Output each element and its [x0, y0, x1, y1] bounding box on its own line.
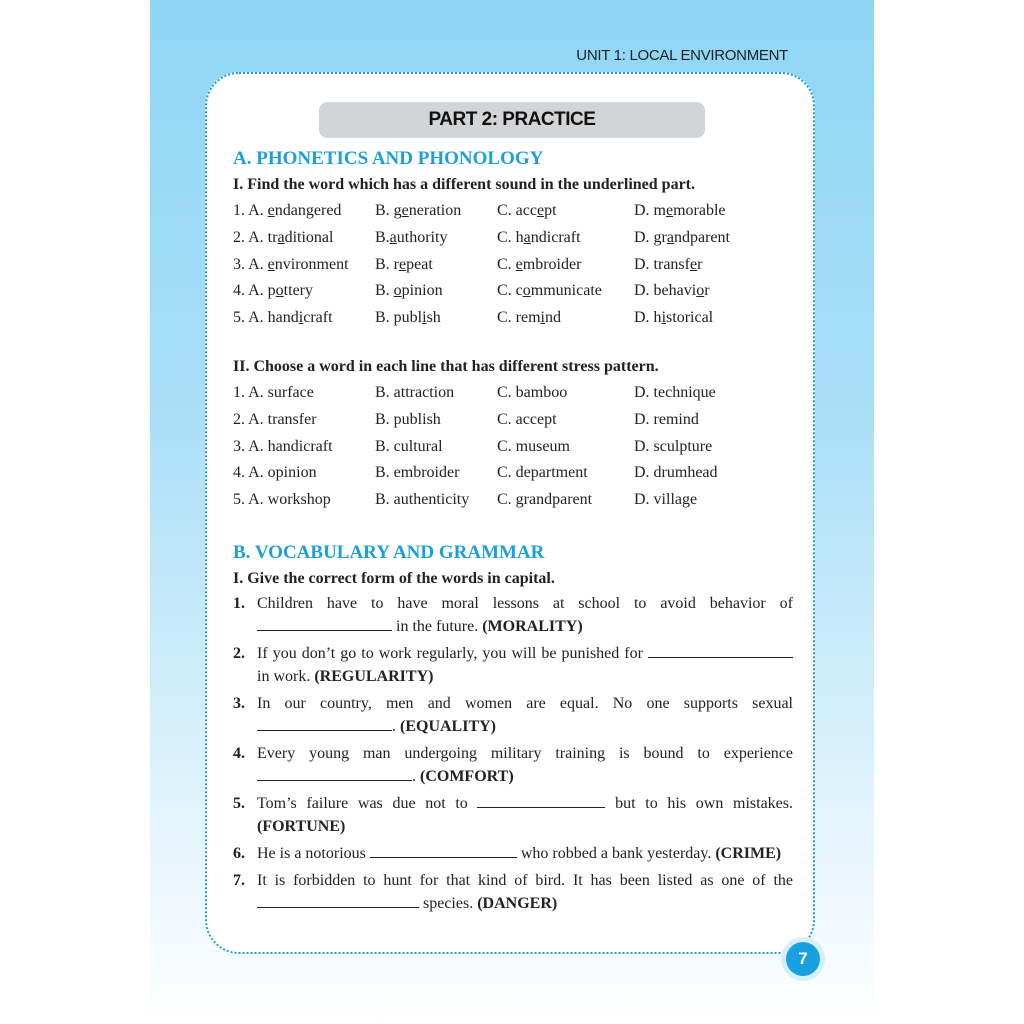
- question-row: [233, 460, 793, 487]
- option: 4. A. opinion: [233, 464, 317, 482]
- option: [497, 198, 634, 225]
- section-b-title: B. VOCABULARY AND GRAMMAR: [233, 541, 545, 563]
- option-prefix: D. h: [634, 309, 662, 327]
- underlined-part: a: [666, 228, 674, 246]
- exercise-a2: [233, 380, 793, 514]
- option-prefix: C. h: [497, 228, 524, 246]
- text-before: If you don’t go to work regularly, you will be punished for: [257, 644, 648, 662]
- option-prefix: B. publ: [375, 309, 423, 327]
- underlined-part: e: [267, 202, 275, 219]
- option: [375, 198, 497, 225]
- unit-header: UNIT 1: LOCAL ENVIRONMENT: [576, 47, 788, 64]
- option-prefix: D. behavi: [634, 282, 697, 300]
- option: B. attraction: [375, 383, 455, 401]
- option: B. cultural: [375, 437, 443, 455]
- option-suffix: pinion: [401, 282, 443, 300]
- option-suffix: sh: [426, 309, 441, 327]
- option-prefix: 3. A.: [233, 255, 268, 273]
- question-number: 2.: [233, 644, 245, 662]
- text-after: but to his own mistakes.: [605, 794, 793, 812]
- underlined-part: o: [696, 282, 705, 300]
- option-prefix: 4. A. p: [233, 282, 276, 300]
- option: [497, 252, 634, 279]
- underlined-part: o: [275, 282, 284, 300]
- capital-word: (CRIME): [715, 844, 782, 862]
- capital-word: (DANGER): [477, 894, 558, 912]
- option: 5. A. workshop: [233, 491, 331, 509]
- option-suffix: nvironment: [274, 255, 349, 273]
- option-suffix: neration: [408, 202, 462, 219]
- question-number: 1.: [233, 594, 245, 612]
- option: [233, 278, 375, 305]
- option: B. authenticity: [375, 491, 470, 509]
- option: D. village: [634, 491, 698, 509]
- option-suffix: ttery: [283, 282, 313, 300]
- option-suffix: nd: [545, 309, 561, 327]
- text-after: in the future.: [392, 617, 483, 635]
- question-text: [257, 869, 793, 915]
- option: C. grandparent: [497, 491, 593, 509]
- capital-word: (COMFORT): [420, 767, 514, 785]
- question-text: [257, 592, 793, 638]
- text-before: Every young man undergoing military training is bound to experience: [257, 744, 793, 762]
- text-after: .: [392, 717, 400, 735]
- option-suffix: morable: [673, 202, 726, 219]
- underlined-part: e: [666, 202, 674, 219]
- question-row: [233, 380, 793, 407]
- capital-word: (MORALITY): [482, 617, 583, 635]
- option: D. technique: [634, 383, 716, 401]
- underlined-part: a: [523, 228, 531, 246]
- option-prefix: B.: [375, 228, 390, 246]
- question-text: [257, 842, 793, 865]
- answer-blank[interactable]: [648, 643, 793, 658]
- question-number: 5.: [233, 794, 245, 812]
- exercise-b1-instruction: I. Give the correct form of the words in capital.: [233, 569, 555, 587]
- option: 1. A. surface: [233, 383, 314, 401]
- question-item: [233, 642, 793, 688]
- underlined-part: e: [536, 202, 545, 219]
- question-row: [233, 434, 793, 461]
- question-item: [233, 792, 793, 838]
- part-title: PART 2: PRACTICE: [319, 102, 705, 138]
- option: [634, 225, 784, 252]
- option: [375, 305, 497, 332]
- text-after: .: [412, 767, 420, 785]
- option-prefix: D. m: [634, 202, 666, 219]
- question-row: [233, 487, 793, 514]
- option: D. drumhead: [634, 464, 718, 482]
- option-prefix: B. r: [375, 255, 399, 273]
- text-after: in work.: [257, 667, 315, 685]
- option: [375, 278, 497, 305]
- option-prefix: 2. A. tr: [233, 228, 278, 246]
- text-before: Children have to have moral lessons at school to avoid behavior of: [257, 594, 793, 612]
- section-a-title: A. PHONETICS AND PHONOLOGY: [233, 148, 544, 169]
- underlined-part: e: [689, 255, 698, 273]
- text-before: It is forbidden to hunt for that kind of bird. It has been listed as one of the: [257, 871, 793, 889]
- question-row: [233, 305, 793, 332]
- option: [634, 198, 784, 225]
- option: [634, 278, 784, 305]
- question-number: 7.: [233, 871, 245, 889]
- underlined-part: o: [522, 282, 531, 300]
- page-number: 7: [786, 942, 820, 976]
- option: [233, 305, 375, 332]
- option: B. publish: [375, 410, 441, 428]
- option-suffix: mmunicate: [530, 282, 602, 300]
- underlined-part: e: [515, 255, 523, 273]
- option-suffix: mbroider: [522, 255, 582, 273]
- text-before: In our country, men and women are equal. No one supports sexual: [257, 694, 793, 712]
- underlined-part: i: [422, 309, 427, 327]
- option: [497, 225, 634, 252]
- option-suffix: pt: [544, 202, 557, 219]
- answer-blank[interactable]: [257, 716, 392, 731]
- option-prefix: B.: [375, 282, 394, 300]
- question-item: [233, 842, 793, 865]
- underlined-part: i: [540, 309, 545, 327]
- option: 3. A. handicraft: [233, 437, 333, 455]
- option-suffix: peat: [406, 255, 433, 273]
- option: C. bamboo: [497, 383, 568, 401]
- option: C. accept: [497, 410, 557, 428]
- answer-blank[interactable]: [370, 843, 517, 858]
- option: [634, 305, 784, 332]
- option-prefix: D. transf: [634, 255, 690, 273]
- answer-blank[interactable]: [257, 616, 392, 631]
- workbook-page: [150, 0, 874, 1024]
- question-item: [233, 592, 793, 638]
- capital-word: (EQUALITY): [400, 717, 497, 735]
- question-row: [233, 407, 793, 434]
- question-item: [233, 742, 793, 788]
- option-suffix: uthority: [396, 228, 448, 246]
- option-suffix: r: [697, 255, 703, 273]
- option: D. sculpture: [634, 437, 713, 455]
- answer-blank[interactable]: [477, 793, 605, 808]
- underlined-part: a: [277, 228, 285, 246]
- option: B. embroider: [375, 464, 460, 482]
- question-text: [257, 742, 793, 788]
- underlined-part: a: [389, 228, 397, 246]
- underlined-part: e: [267, 255, 275, 273]
- capital-word: (REGULARITY): [314, 667, 434, 685]
- exercise-a1-instruction: I. Find the word which has a different sound in the underlined part.: [233, 176, 695, 193]
- question-number: 3.: [233, 694, 245, 712]
- question-item: [233, 692, 793, 738]
- answer-blank[interactable]: [257, 766, 412, 781]
- option: C. department: [497, 464, 588, 482]
- option: [375, 225, 497, 252]
- underlined-part: o: [393, 282, 402, 300]
- question-number: 6.: [233, 844, 245, 862]
- option: [497, 278, 634, 305]
- underlined-part: i: [661, 309, 667, 327]
- question-number: 4.: [233, 744, 245, 762]
- option-suffix: storical: [666, 309, 714, 327]
- option: C. museum: [497, 437, 570, 455]
- exercise-a2-instruction: II. Choose a word in each line that has different stress pattern.: [233, 357, 659, 375]
- exercise-b1: [233, 592, 793, 915]
- question-row: [233, 198, 793, 225]
- option: [375, 252, 497, 279]
- exercise-a1: [233, 198, 793, 332]
- question-row: [233, 225, 793, 252]
- content: [233, 148, 793, 919]
- underlined-part: i: [298, 309, 304, 327]
- text-before: Tom’s failure was due not to: [257, 794, 478, 812]
- option: [233, 252, 375, 279]
- option-suffix: ditional: [284, 228, 334, 246]
- option-prefix: C. rem: [497, 309, 541, 327]
- text-after: species.: [419, 894, 478, 912]
- question-text: [257, 642, 793, 688]
- question-row: [233, 252, 793, 279]
- text-before: He is a notorious: [257, 844, 370, 862]
- option-prefix: C.: [497, 255, 516, 273]
- question-row: [233, 278, 793, 305]
- content-box: [205, 72, 815, 954]
- option: [634, 252, 784, 279]
- option-suffix: craft: [303, 309, 333, 327]
- option: [497, 305, 634, 332]
- option: D. remind: [634, 410, 699, 428]
- text-after: who robbed a bank yesterday.: [516, 844, 716, 862]
- underlined-part: e: [399, 255, 407, 273]
- question-text: [257, 692, 793, 738]
- option: [233, 198, 375, 225]
- option-prefix: 5. A. hand: [233, 309, 299, 327]
- option-suffix: ndicraft: [530, 228, 581, 246]
- answer-blank[interactable]: [257, 893, 419, 908]
- option-suffix: ndparent: [674, 228, 730, 246]
- question-item: [233, 869, 793, 915]
- option-prefix: B. g: [375, 202, 402, 219]
- capital-word: (FORTUNE): [257, 817, 346, 835]
- underlined-part: e: [401, 202, 409, 219]
- option-prefix: C. c: [497, 282, 523, 300]
- option-prefix: 1. A.: [233, 202, 268, 219]
- option: [233, 225, 375, 252]
- option-prefix: C. acc: [497, 202, 537, 219]
- question-text: [257, 792, 793, 838]
- option-prefix: D. gr: [634, 228, 667, 246]
- option-suffix: r: [704, 282, 710, 300]
- option-suffix: ndangered: [274, 202, 342, 219]
- option: 2. A. transfer: [233, 410, 317, 428]
